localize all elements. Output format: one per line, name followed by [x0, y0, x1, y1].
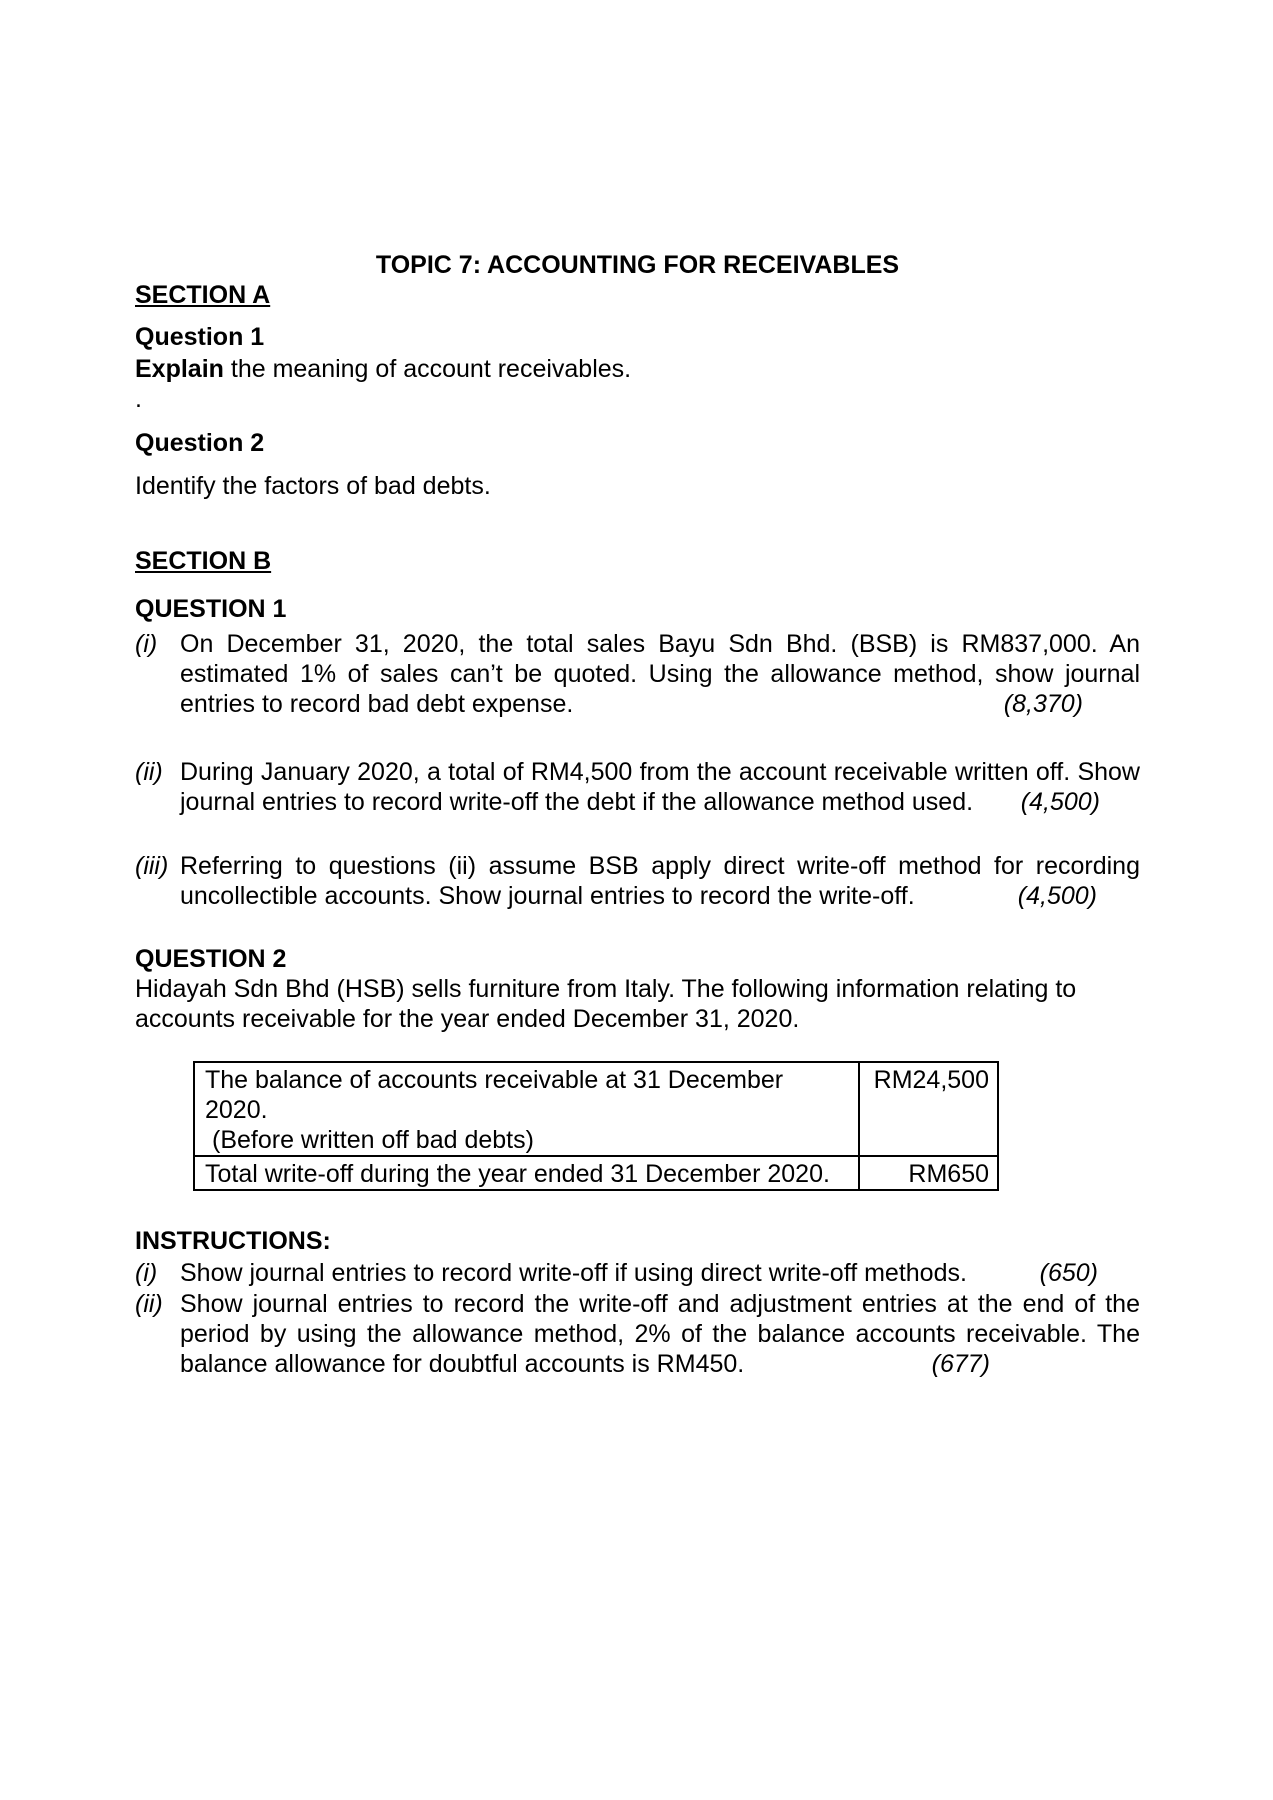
list-item-ii [135, 757, 1140, 817]
section-b-question-1-heading: QUESTION 1 [135, 595, 287, 623]
item-label: (ii) [135, 1290, 163, 1318]
question-1-lead-word: Explain [135, 355, 224, 383]
question-1-rest-text: the meaning of account receivables. [223, 355, 632, 383]
item-text: Show journal entries to record write-off if using direct write-off methods. [180, 1259, 967, 1287]
item-body [180, 851, 1140, 911]
receivables-table [193, 1061, 999, 1191]
doc-title: TOPIC 7: ACCOUNTING FOR RECEIVABLES [375, 251, 900, 279]
marks-badge: (677) [931, 1350, 990, 1378]
item-text: Show journal entries to record the write-off and adjustment entries at the end of the period by using the allowance method, 2% of the balance accounts receivable. The balance allowance for doubtful accounts is RM450. [180, 1290, 1140, 1378]
item-label: (i) [135, 1259, 158, 1287]
desc-line2: (Before written off bad debts) [212, 1126, 534, 1154]
desc-line1: The balance of accounts receivable at 31 December 2020. [205, 1066, 784, 1124]
question-2-intro: Hidayah Sdn Bhd (HSB) sells furniture from Italy. The following information relating to accounts receivable for the year ended December 31, 2020. [135, 975, 1077, 1033]
question-1-heading: Question 1 [135, 323, 265, 351]
item-text: During January 2020, a total of RM4,500 from the account receivable written off. Show journal entries to record write-off the debt if the allowance method used. [180, 758, 1140, 816]
section-b-question-2-heading: QUESTION 2 [135, 945, 287, 973]
stray-dot: . [135, 385, 142, 413]
item-body [180, 1289, 1140, 1379]
section-a-heading: SECTION A [135, 281, 271, 309]
list-item-iii [135, 851, 1140, 911]
marks-badge: (4,500) [1020, 788, 1100, 816]
marks-badge: (8,370) [1003, 690, 1083, 718]
document-content [135, 250, 1140, 1379]
list-item-i [135, 629, 1140, 719]
item-body [180, 1258, 1140, 1288]
item-text: On December 31, 2020, the total sales Bayu Sdn Bhd. (BSB) is RM837,000. An estimated 1% of sales can’t be quoted. Using the allowance method, show journal entries to record bad debt expense. [180, 630, 1140, 718]
table-row [194, 1156, 998, 1190]
table-row [194, 1062, 998, 1156]
item-body [180, 757, 1140, 817]
marks-badge: (650) [1039, 1259, 1098, 1287]
item-body [180, 629, 1140, 719]
desc-cell [194, 1062, 859, 1156]
question-2-text: Identify the factors of bad debts. [135, 472, 491, 500]
item-label: (i) [135, 630, 158, 658]
amount-cell: RM24,500 [859, 1062, 998, 1156]
instruction-item-i [135, 1258, 1140, 1288]
instructions-heading: INSTRUCTIONS: [135, 1227, 331, 1255]
instruction-item-ii [135, 1289, 1140, 1379]
item-label: (ii) [135, 758, 163, 786]
question-1-text [135, 354, 1140, 384]
amount-cell: RM650 [859, 1156, 998, 1190]
desc-cell: Total write-off during the year ended 31 December 2020. [194, 1156, 859, 1190]
section-b-heading: SECTION B [135, 547, 272, 575]
marks-badge: (4,500) [1017, 882, 1097, 910]
item-label: (iii) [135, 852, 169, 880]
item-text: Referring to questions (ii) assume BSB apply direct write-off method for recording uncollectible accounts. Show journal entries to record the write-off. [180, 852, 1140, 910]
question-2-heading: Question 2 [135, 429, 265, 457]
